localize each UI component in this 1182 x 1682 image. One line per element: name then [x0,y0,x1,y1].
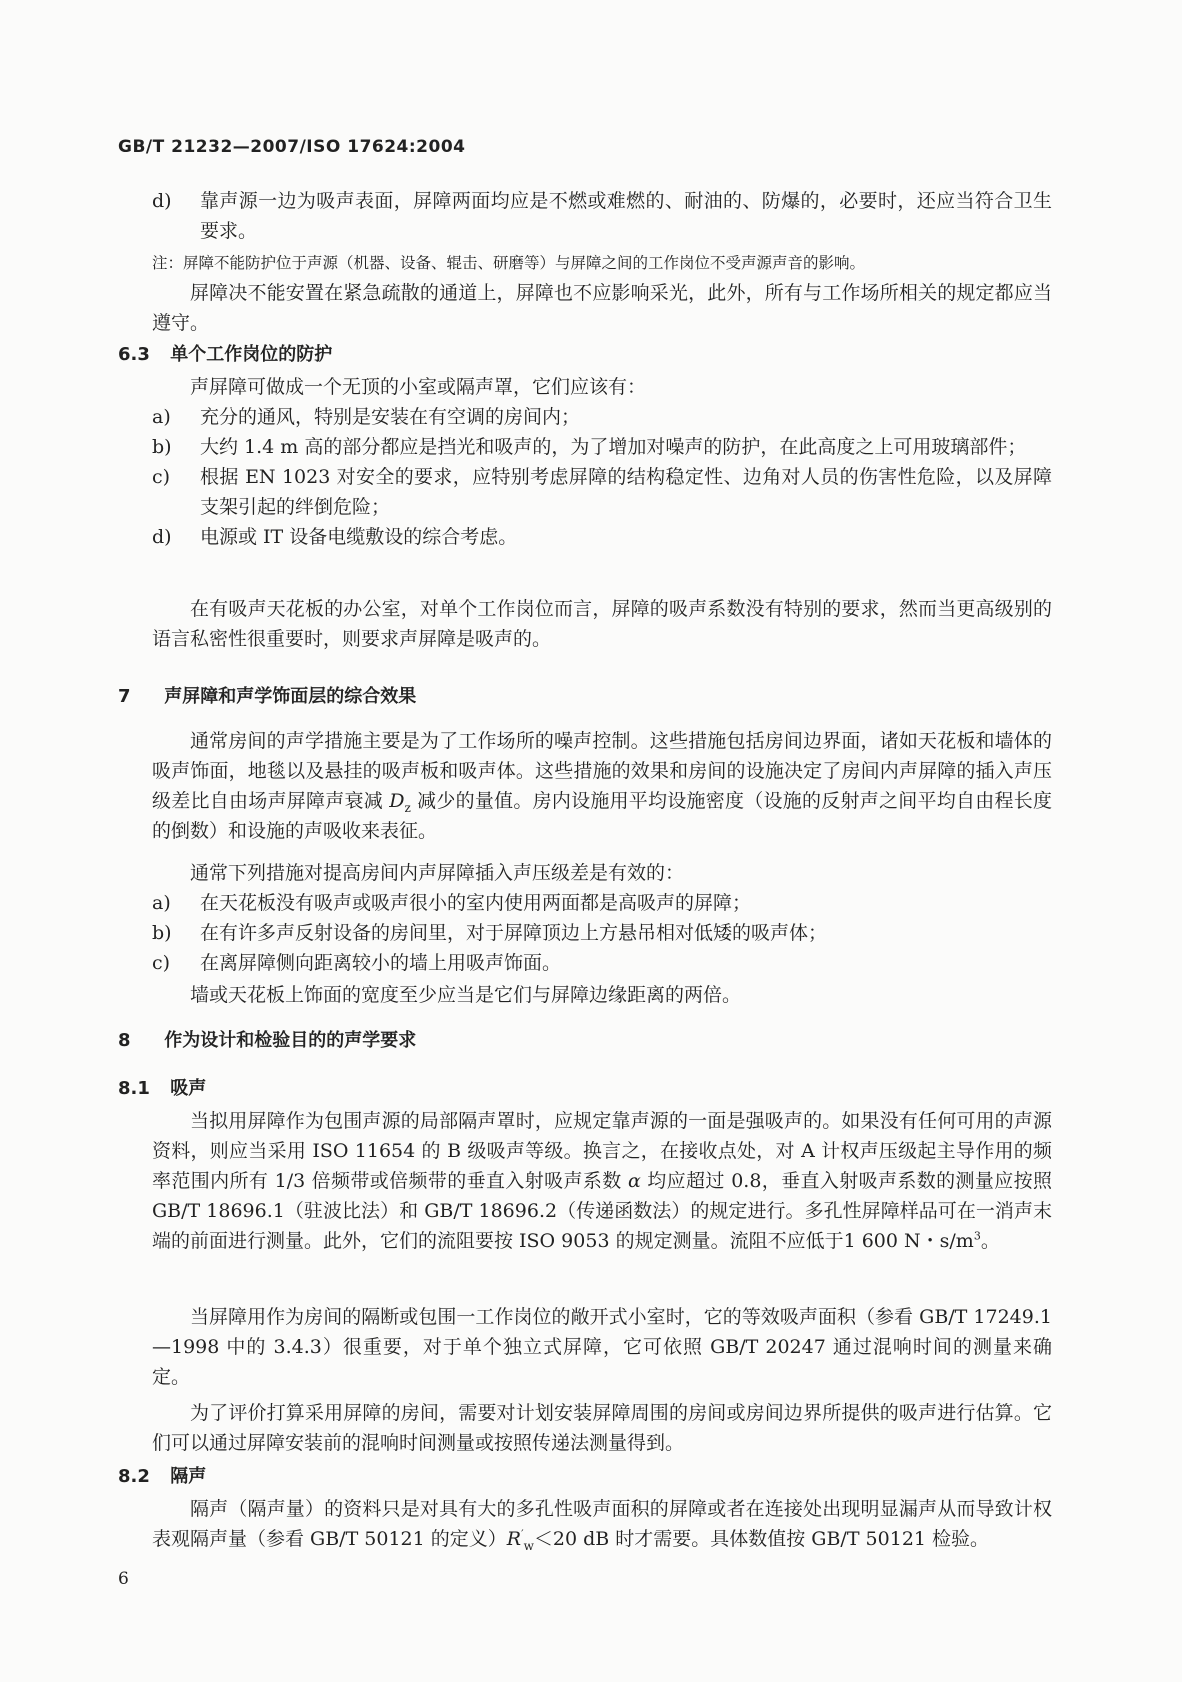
list-item [152,888,1052,918]
superscript-3: 3 [973,1229,981,1243]
sec6-3-list [152,402,1052,552]
text-run: 通常房间的声学措施主要是为了工作场所的噪声控制。这些措施包括房间边界面，诸如天花板和墙体的吸声饰面，地毯以及悬挂的吸声板和吸声体。这些措施的效果和房间的设施决定了房间内声屏障的插入声压级差比自由场声屏障声衰减 [152,730,1052,812]
list-label: a) [152,406,171,428]
list-item [152,432,1052,462]
list-text: 在离屏障侧向距离较小的墙上用吸声饰面。 [200,952,562,974]
list-item [152,948,1052,978]
prime-mark: ′ [521,1527,524,1541]
symbol-d: D [389,790,405,812]
standard-header: GB/T 21232—2007/ISO 17624:2004 [118,137,466,157]
subscript-w: w [523,1538,534,1553]
list-text: 靠声源一边为吸声表面，屏障两面均应是不燃或难燃的、耐油的、防爆的，必要时，还应当符合卫生要求。 [200,190,1052,242]
list-label: d) [152,190,172,212]
section-8-heading [118,1026,416,1056]
list-text: 根据 EN 1023 对安全的要求，应特别考虑屏障的结构稳定性、边角对人员的伤害性危险，以及屏障支架引起的绊倒危险； [200,466,1052,518]
list-label: c) [152,466,171,488]
sec7-paragraph-2: 通常下列措施对提高房间内声屏障插入声压级差是有效的： [190,862,685,884]
section-number: 8.2 [118,1466,150,1487]
section-number: 6.3 [118,344,150,365]
list-text: 大约 1.4 m 高的部分都应是挡光和吸声的，为了增加对噪声的防护，在此高度之上可用玻璃部件； [200,436,1027,458]
list-item [152,918,1052,948]
list-label: c) [152,952,171,974]
symbol-alpha: α [628,1170,641,1192]
sec7-list [152,888,1052,978]
section-title: 声屏障和声学饰面层的综合效果 [164,686,417,707]
text-run: ＜20 dB 时才需要。具体数值按 GB/T 50121 检验。 [533,1528,990,1550]
section-8-1-heading [118,1074,206,1104]
sec7-closing: 墙或天花板上饰面的宽度至少应当是它们与屏障边缘距离的两倍。 [190,984,742,1006]
list-text: 充分的通风，特别是安装在有空调的房间内； [200,406,581,428]
list-text: 在有许多声反射设备的房间里，对于屏障顶边上方悬吊相对低矮的吸声体； [200,922,828,944]
text-run: 当拟用屏障作为包围声源的局部隔声罩时，应规定靠声源的一面是强吸声的。如果没有任何可用的声源资料，则应当采用 ISO 11654 的 B 级吸声等级。换言之，在接收点处，对 A 计权声压级起主导作用的频率范围内所有 1/3 倍频带或倍频带的垂直入射吸声系数 [152,1110,1052,1192]
sec8-2-paragraph [152,1494,1052,1554]
list-label: a) [152,892,171,914]
sec6-2-note: 注：屏障不能防护位于声源（机器、设备、辊击、研磨等）与屏障之间的工作岗位不受声源声音的影响。 [152,254,866,272]
sec6-2-item-d [152,186,1052,246]
list-item [152,462,1052,522]
text-run: 减少的量值。房内设施用平均设施密度（设施的反射声之间平均自由程长度的倒数）和设施的声吸收来表征。 [152,790,1052,842]
list-label: d) [152,526,172,548]
sec6-3-intro: 声屏障可做成一个无顶的小室或隔声罩，它们应该有： [190,376,647,398]
page-number: 6 [118,1569,129,1589]
sec6-3-closing: 在有吸声天花板的办公室，对单个工作岗位而言，屏障的吸声系数没有特别的要求，然而当更高级别的语言私密性很重要时，则要求声屏障是吸声的。 [152,598,1052,650]
list-item [152,522,1052,552]
text-run: 均应超过 0.8，垂直入射吸声系数的测量应按照 GB/T 18696.1（驻波比法）和 GB/T 18696.2（传递函数法）的规定进行。多孔性屏障样品可在一消声末端的前面进行测量。此外，它们的流阻要按 ISO 9053 的规定测量。流阻不应低于1 600 N・s/m [152,1170,1053,1252]
section-6-3-heading [118,340,332,370]
text-run: 隔声（隔声量）的资料只是对具有大的多孔性吸声面积的屏障或者在连接处出现明显漏声从而导致计权表观隔声量（参看 GB/T 50121 的定义） [152,1498,1052,1550]
section-8-2-heading [118,1462,206,1492]
section-title: 单个工作岗位的防护 [170,344,333,365]
subscript-z: z [404,800,411,815]
sec6-2-paragraph: 屏障决不能安置在紧急疏散的通道上，屏障也不应影响采光，此外，所有与工作场所相关的规定都应当遵守。 [152,282,1052,334]
sec8-1-paragraph-2: 当屏障用作为房间的隔断或包围一工作岗位的敞开式小室时，它的等效吸声面积（参看 GB/T 17249.1—1998 中的 3.4.3）很重要，对于单个独立式屏障，它可依照 GB/T 20247 通过混响时间的测量来确定。 [152,1306,1052,1388]
section-number: 8 [118,1030,131,1051]
section-title: 隔声 [170,1466,207,1487]
list-text: 在天花板没有吸声或吸声很小的室内使用两面都是高吸声的屏障； [200,892,752,914]
list-label: b) [152,436,172,458]
text-run: 。 [980,1230,1000,1252]
section-title: 吸声 [170,1078,207,1099]
sec7-paragraph-1 [152,726,1052,846]
section-title: 作为设计和检验目的的声学要求 [164,1030,417,1051]
section-number: 7 [118,686,131,707]
symbol-r: R [506,1528,522,1550]
section-7-heading [118,682,416,712]
list-text: 电源或 IT 设备电缆敷设的综合考虑。 [200,526,518,548]
list-label: b) [152,922,172,944]
section-number: 8.1 [118,1078,150,1099]
list-item [152,402,1052,432]
sec8-1-paragraph-3: 为了评价打算采用屏障的房间，需要对计划安装屏障周围的房间或房间边界所提供的吸声进行估算。它们可以通过屏障安装前的混响时间测量或按照传递法测量得到。 [152,1402,1052,1454]
sec8-1-paragraph-1 [152,1106,1052,1256]
